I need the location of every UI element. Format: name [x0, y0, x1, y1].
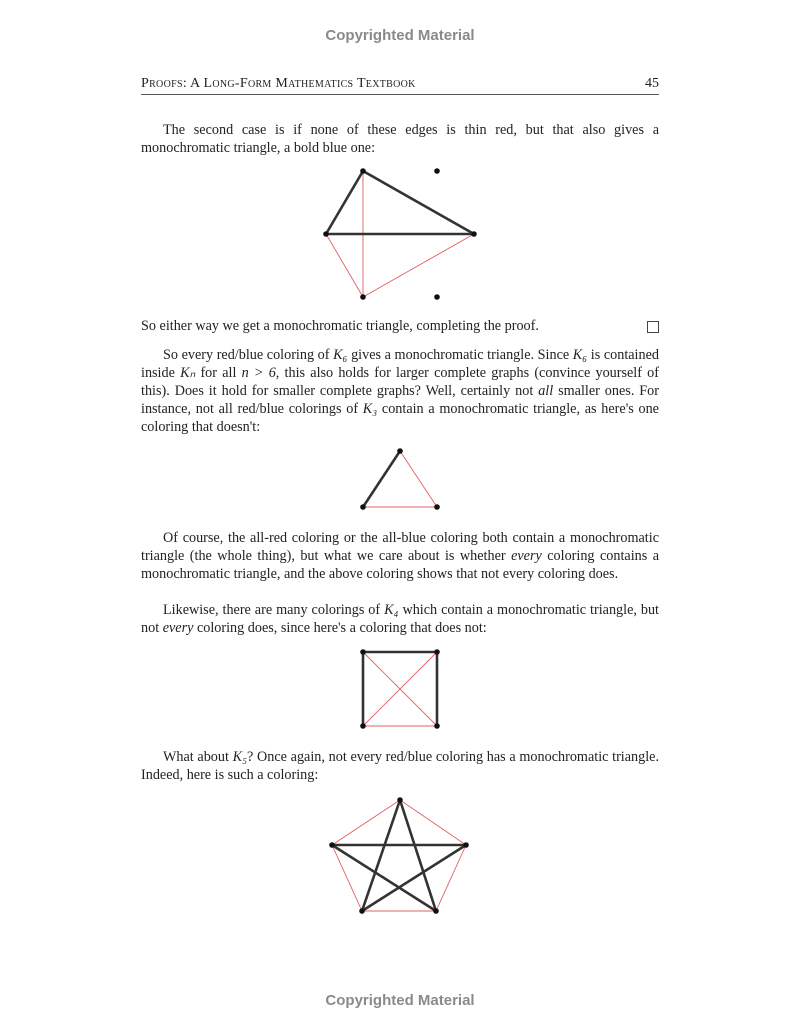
emphasis: every [511, 548, 542, 564]
math-k5: K₅ [232, 749, 248, 765]
watermark-top: Copyrighted Material [325, 27, 475, 44]
math-k6: K₆ [333, 347, 348, 363]
vertex-BL [360, 723, 366, 729]
vertex-E [360, 294, 366, 300]
vertex-T [397, 797, 403, 803]
bold-edge-L-BR [332, 845, 436, 911]
math-k3: K₃ [362, 401, 378, 417]
red-edge-T-R [400, 800, 466, 845]
bold-edge-T-BR [400, 800, 436, 911]
vertex-BL [359, 908, 365, 914]
vertex-D [471, 231, 477, 237]
emphasis: all [538, 383, 554, 399]
figure-k6-bold-triangle [323, 168, 477, 300]
text: gives a monochromatic triangle. Since [347, 347, 573, 363]
vertex-BR [433, 908, 439, 914]
vertex-R [463, 842, 469, 848]
math-k6: K₆ [572, 347, 588, 363]
text: smaller ones. For instance, not all red/blue colorings of [141, 383, 660, 417]
page-number: 45 [645, 76, 659, 91]
vertex-R [434, 504, 440, 510]
figure-k3-coloring [360, 448, 440, 510]
bold-edge-R-BL [362, 845, 466, 911]
text: for all [195, 365, 242, 381]
vertex-A [360, 168, 366, 174]
red-edge-T-R [400, 451, 437, 507]
text: contain a monochromatic triangle, as here's one coloring that doesn't: [141, 401, 659, 435]
text: which contain a monochromatic triangle, but not [141, 602, 659, 636]
red-edge-C-E [326, 234, 363, 297]
bold-edge-T-L [363, 451, 400, 507]
vertex-F [434, 294, 440, 300]
vertex-L [329, 842, 335, 848]
vertex-L [360, 504, 366, 510]
bold-edge-T-BL [362, 800, 400, 911]
vertex-B [434, 168, 440, 174]
text: , this also holds for larger complete graphs (convince yourself of this). Does it hold for smaller complete graphs? Well, certainly not [141, 365, 659, 399]
text: Likewise, there are many colorings of [163, 602, 385, 618]
text: Of course, the all-red coloring or the all-blue coloring both contain a monochromatic triangle (the whole thing), but what we care about is whether [141, 530, 659, 564]
paragraph-second-case: The second case is if none of these edges is thin red, but that also gives a monochromatic triangle, a bold blue one: [141, 122, 659, 156]
text: So every red/blue coloring of [163, 347, 334, 363]
text: ? Once again, not every red/blue coloring has a monochromatic triangle. Indeed, here is such a coloring: [141, 749, 660, 783]
watermark-bottom: Copyrighted Material [325, 992, 475, 1009]
math-k4: K₄ [384, 602, 399, 618]
vertex-BR [434, 723, 440, 729]
red-edge-D-E [363, 234, 474, 297]
text: What about [163, 749, 233, 765]
vertex-C [323, 231, 329, 237]
text: coloring does, since here's a coloring that does not: [193, 620, 487, 636]
text: coloring contains a monochromatic triangle, and the above coloring shows that not every coloring does. [141, 548, 660, 582]
emphasis: every [162, 620, 194, 636]
math-n-gt-6: n > 6 [241, 365, 276, 381]
vertex-TL [360, 649, 366, 655]
figure-k4-coloring [360, 649, 440, 729]
bold-edge-A-D [363, 171, 474, 234]
math-kn: Kₙ [180, 365, 196, 381]
bold-edge-A-C [326, 171, 363, 234]
text: is contained inside [141, 347, 659, 381]
red-edge-T-L [332, 800, 400, 845]
figure-k5-coloring [329, 797, 469, 914]
vertex-TR [434, 649, 440, 655]
vertex-T [397, 448, 403, 454]
conclusion-text: So either way we get a monochromatic triangle, completing the proof. [141, 318, 539, 334]
book-title: Proofs: A Long-Form Mathematics Textbook [141, 76, 416, 91]
